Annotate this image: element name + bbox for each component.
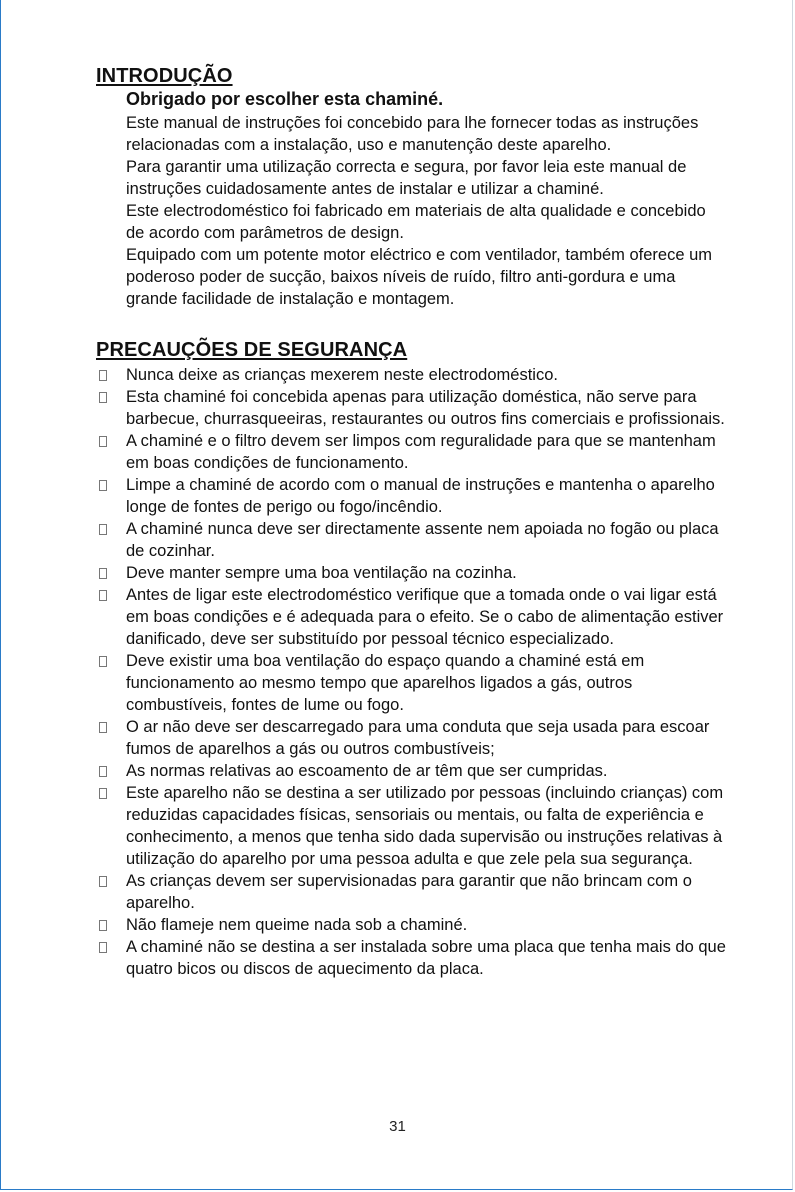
- precaution-item: [96, 386, 726, 430]
- precaution-item: [96, 782, 726, 870]
- precaution-text: Antes de ligar este electrodoméstico verifique que a tomada onde o vai ligar está em boas condições e é adequada para o efeito. Se o cabo de alimentação estiver danificado, deve ser substituído por pessoal técnico especializado.: [126, 586, 724, 648]
- precaution-item: [96, 936, 726, 980]
- checkbox-bullet-icon: [99, 722, 107, 733]
- precaution-text: Esta chaminé foi concebida apenas para utilização doméstica, não serve para barbecue, churrasqueeiras, restaurantes ou outros fins comerciais e profissionais.: [126, 388, 725, 428]
- precaution-text: Deve existir uma boa ventilação do espaço quando a chaminé está em funcionamento ao mesmo tempo que aparelhos ligados a gás, outros combustíveis, fontes de lume ou fogo.: [126, 652, 645, 714]
- precaution-text: A chaminé nunca deve ser directamente assente nem apoiada no fogão ou placa de cozinhar.: [126, 520, 719, 560]
- precaution-text: A chaminé não se destina a ser instalada sobre uma placa que tenha mais do que quatro bicos ou discos de aquecimento da placa.: [126, 938, 726, 978]
- precaution-item: [96, 760, 726, 782]
- precaution-item: [96, 364, 726, 386]
- checkbox-bullet-icon: [99, 370, 107, 381]
- checkbox-bullet-icon: [99, 392, 107, 403]
- checkbox-bullet-icon: [99, 480, 107, 491]
- precaution-item: [96, 562, 726, 584]
- checkbox-bullet-icon: [99, 920, 107, 931]
- precaution-text: O ar não deve ser descarregado para uma conduta que seja usada para escoar fumos de aparelhos a gás ou outros combustíveis;: [126, 718, 710, 758]
- precaution-text: Nunca deixe as crianças mexerem neste electrodoméstico.: [126, 366, 558, 384]
- checkbox-bullet-icon: [99, 766, 107, 777]
- introduction-paragraph: Para garantir uma utilização correcta e segura, por favor leia este manual de instruções cuidadosamente antes de instalar e utilizar a chaminé.: [126, 158, 687, 198]
- introduction-section: [126, 88, 726, 310]
- precaution-item: [96, 716, 726, 760]
- precaution-item: [96, 518, 726, 562]
- precaution-item: [96, 430, 726, 474]
- precaution-item: [96, 914, 726, 936]
- checkbox-bullet-icon: [99, 436, 107, 447]
- introduction-paragraph: Equipado com um potente motor eléctrico e com ventilador, também oferece um poderoso poder de sucção, baixos níveis de ruído, filtro anti-gordura e uma grande facilidade de instalação e montagem.: [126, 246, 713, 308]
- precaution-text: Não flameje nem queime nada sob a chaminé.: [126, 916, 468, 934]
- introduction-paragraph: Este electrodoméstico foi fabricado em materiais de alta qualidade e concebido de acordo com parâmetros de design.: [126, 202, 706, 242]
- precaution-item: [96, 584, 726, 650]
- precaution-item: [96, 870, 726, 914]
- checkbox-bullet-icon: [99, 876, 107, 887]
- page-number: 31: [389, 1118, 406, 1135]
- checkbox-bullet-icon: [99, 656, 107, 667]
- safety-precautions-list: [96, 364, 726, 980]
- introduction-greeting: Obrigado por escolher esta chaminé.: [126, 89, 444, 109]
- checkbox-bullet-icon: [99, 568, 107, 579]
- introduction-paragraph: Este manual de instruções foi concebido para lhe fornecer todas as instruções relacionadas com a instalação, uso e manutenção deste aparelho.: [126, 114, 699, 154]
- introduction-heading: INTRODUÇÃO: [96, 65, 233, 87]
- checkbox-bullet-icon: [99, 524, 107, 535]
- precaution-text: Este aparelho não se destina a ser utilizado por pessoas (incluindo crianças) com reduzidas capacidades físicas, sensoriais ou mentais, ou falta de experiência e conhecimento, a menos que tenha sido dada supervisão ou instruções relativas à utilização do aparelho por uma pessoa adulta e que zele pela sua segurança.: [126, 784, 724, 868]
- checkbox-bullet-icon: [99, 942, 107, 953]
- precaution-item: [96, 474, 726, 518]
- checkbox-bullet-icon: [99, 788, 107, 799]
- precaution-text: As normas relativas ao escoamento de ar têm que ser cumpridas.: [126, 762, 608, 780]
- checkbox-bullet-icon: [99, 590, 107, 601]
- precaution-text: As crianças devem ser supervisionadas para garantir que não brincam com o aparelho.: [126, 872, 692, 912]
- precaution-text: Limpe a chaminé de acordo com o manual de instruções e mantenha o aparelho longe de fontes de perigo ou fogo/incêndio.: [126, 476, 715, 516]
- precaution-text: A chaminé e o filtro devem ser limpos com reguralidade para que se mantenham em boas condições de funcionamento.: [126, 432, 716, 472]
- precaution-text: Deve manter sempre uma boa ventilação na cozinha.: [126, 564, 517, 582]
- manual-page-content: [96, 64, 726, 980]
- precaution-item: [96, 650, 726, 716]
- safety-precautions-heading: PRECAUÇÕES DE SEGURANÇA: [96, 339, 408, 361]
